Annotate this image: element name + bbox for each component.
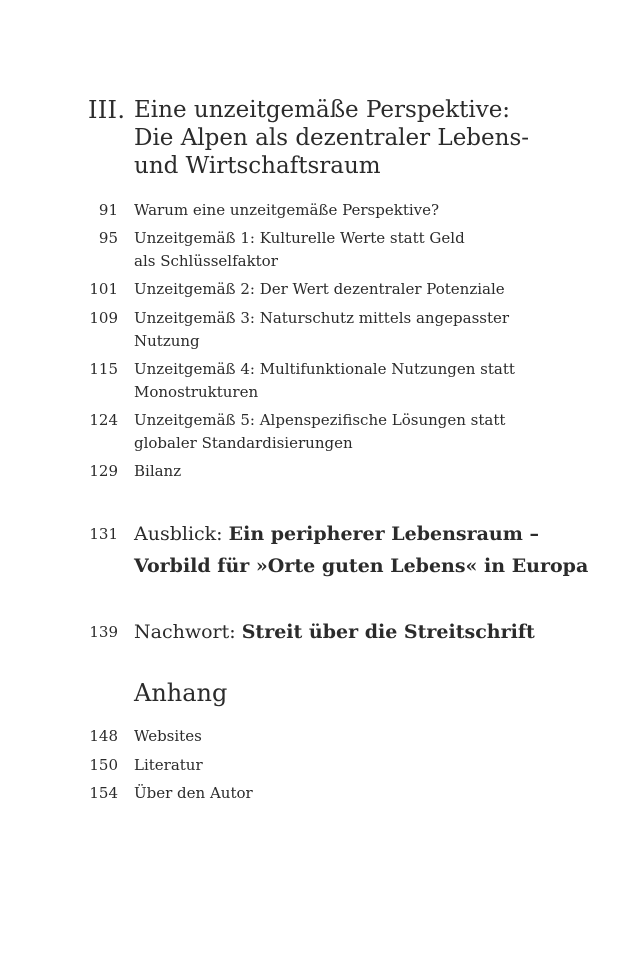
toc-page-number: 148: [89, 727, 118, 745]
toc-entry-title: Literatur: [134, 756, 203, 774]
chapter-number: III.: [88, 96, 126, 124]
toc-entry-title: Websites: [134, 727, 202, 745]
outlook-title-bold: Vorbild für »Orte guten Lebens« in Europa: [134, 555, 589, 577]
toc-entry-title: [134, 518, 589, 582]
toc-entry-line: Unzeitgemäß 5: Alpenspezifische Lösungen statt: [134, 411, 506, 429]
toc-page-number: 91: [98, 201, 118, 219]
chapter-title: [134, 96, 554, 180]
toc-entry-line: Unzeitgemäß 1: Kulturelle Werte statt Geld: [134, 229, 465, 247]
toc-entry-line: Monostrukturen: [134, 383, 259, 401]
chapter-title-line: Eine unzeitgemäße Perspektive:: [134, 97, 511, 123]
toc-entry-line: Unzeitgemäß 3: Naturschutz mittels angepasster: [134, 309, 510, 327]
toc-page-number: 129: [89, 462, 118, 480]
toc-page-number: 150: [89, 756, 118, 774]
toc-entry-line: Warum eine unzeitgemäße Perspektive?: [134, 201, 440, 219]
toc-page-number: 115: [89, 360, 118, 378]
toc-entry-title: [134, 307, 554, 353]
toc-page-number: 139: [89, 623, 118, 641]
toc-entry-title: [134, 278, 554, 301]
toc-entry-title: [134, 227, 554, 273]
toc-page-number: 95: [98, 229, 118, 247]
chapter-title-line: und Wirtschaftsraum: [134, 153, 381, 179]
toc-entry-title: [134, 460, 554, 483]
toc-entry-title: [134, 358, 554, 404]
toc-entry-title: [134, 199, 554, 222]
appendix-heading: Anhang: [134, 679, 228, 707]
toc-entry-line: [134, 550, 589, 582]
toc-page-number: 154: [89, 784, 118, 802]
afterword-title-bold: Streit über die Streitschrift: [241, 621, 535, 643]
afterword-prefix: Nachwort:: [134, 621, 242, 643]
outlook-prefix: Ausblick:: [134, 523, 229, 545]
toc-entry-line: [134, 616, 554, 648]
toc-entry-line: Unzeitgemäß 2: Der Wert dezentraler Potenziale: [134, 280, 505, 298]
toc-entry-line: [134, 518, 554, 550]
toc-entry-line: Unzeitgemäß 4: Multifunktionale Nutzungen statt: [134, 360, 515, 378]
outlook-title-bold: Ein peripherer Lebensraum –: [228, 523, 539, 545]
toc-page-number: 101: [89, 280, 118, 298]
chapter-title-line: Die Alpen als dezentraler Lebens-: [134, 125, 530, 151]
toc-page-number: 124: [89, 411, 118, 429]
toc-entry-line: als Schlüsselfaktor: [134, 252, 278, 270]
toc-entry-title: Über den Autor: [134, 784, 253, 802]
toc-entry-title: [134, 409, 554, 455]
toc-entry-line: Nutzung: [134, 332, 200, 350]
toc-entry-line: Bilanz: [134, 462, 182, 480]
toc-entry-line: globaler Standardisierungen: [134, 434, 353, 452]
toc-page-number: 109: [89, 309, 118, 327]
toc-entry-title: [134, 616, 554, 648]
toc-page-number: 131: [89, 525, 118, 543]
